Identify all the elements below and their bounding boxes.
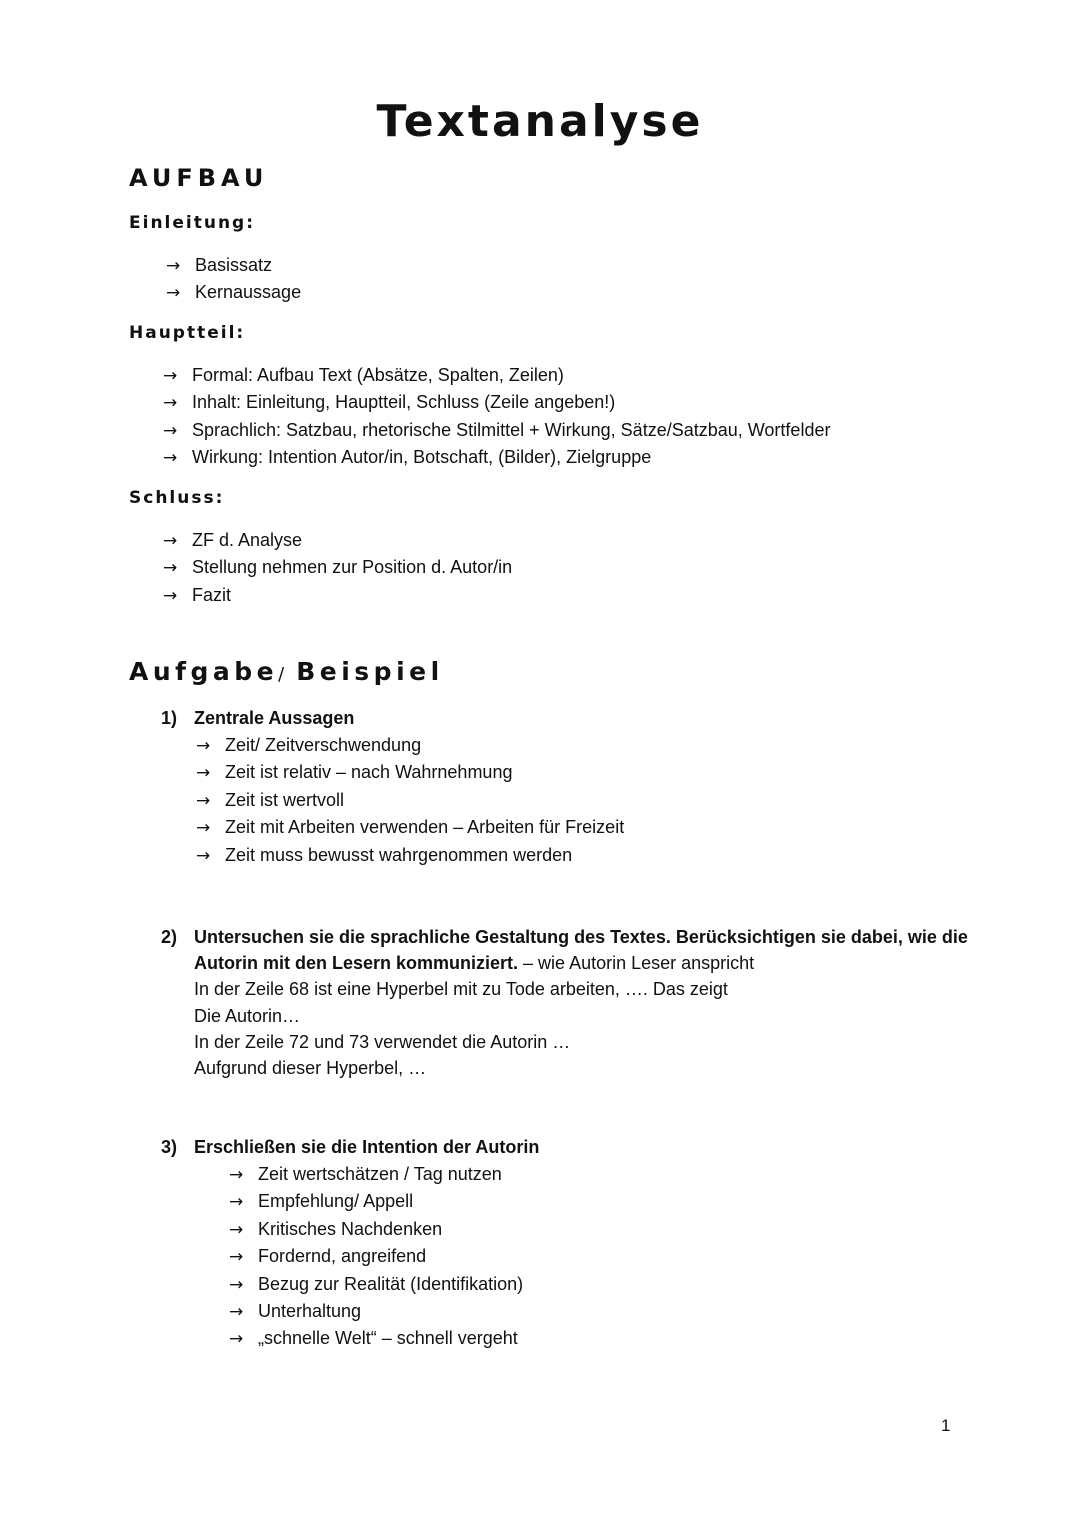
arrow-right-icon: → (163, 448, 178, 469)
list-item: → Fordernd, angreifend (229, 1243, 523, 1270)
arrow-right-icon: → (229, 1247, 244, 1268)
list-item: → Formal: Aufbau Text (Absätze, Spalten, Zeilen) (163, 362, 830, 389)
arrow-right-icon: → (163, 393, 178, 414)
list-item: → Empfehlung/ Appell (229, 1188, 523, 1215)
list-item: → Bezug zur Realität (Identifikation) (229, 1271, 523, 1298)
list-item: → Stellung nehmen zur Position d. Autor/in (163, 554, 512, 581)
arrow-right-icon: → (229, 1274, 244, 1295)
list-item: → Sprachlich: Satzbau, rhetorische Stilmittel + Wirkung, Sätze/Satzbau, Wortfelder (163, 417, 830, 444)
page-title: Textanalyse (376, 96, 704, 147)
list-item: → Zeit mit Arbeiten verwenden – Arbeiten für Freizeit (196, 814, 624, 841)
arrow-right-icon: → (196, 818, 211, 839)
arrow-right-icon: → (196, 790, 211, 811)
arrow-right-icon: → (196, 763, 211, 784)
question-note-2: – wie Autorin Leser anspricht (518, 953, 755, 974)
list-hauptteil (163, 362, 830, 472)
subheading-einleitung: Einleitung: (129, 213, 256, 233)
question-title-1: Zentrale Aussagen (194, 708, 355, 728)
list-item: → ZF d. Analyse (163, 527, 512, 554)
arrow-right-icon: → (163, 420, 178, 441)
arrow-right-icon: → (229, 1329, 244, 1350)
list-item: → Kernaussage (166, 279, 301, 306)
subheading-hauptteil: Hauptteil: (129, 323, 246, 343)
list-einleitung (166, 252, 301, 307)
list-item: → Wirkung: Intention Autor/in, Botschaft, (Bilder), Zielgruppe (163, 444, 830, 471)
heading-separator: / (278, 664, 287, 685)
page-number: 1 (941, 1416, 951, 1435)
arrow-right-icon: → (196, 845, 211, 866)
text-line: In der Zeile 68 ist eine Hyperbel mit zu Tode arbeiten, …. Das zeigt (194, 979, 728, 1000)
arrow-right-icon: → (166, 256, 181, 276)
list-item: → Kritisches Nachdenken (229, 1216, 523, 1243)
question-block-2 (194, 924, 968, 1081)
arrow-right-icon: → (229, 1219, 244, 1240)
list-item: → Zeit ist relativ – nach Wahrnehmung (196, 759, 624, 786)
section-heading-aufgabe: Aufgabe/ Beispiel (129, 657, 444, 686)
arrow-right-icon: → (196, 736, 211, 756)
list-item: → Zeit muss bewusst wahrgenommen werden (196, 842, 624, 869)
list-item: → Inhalt: Einleitung, Hauptteil, Schluss (Zeile angeben!) (163, 389, 830, 416)
question-number-2: 2) (161, 927, 178, 947)
subheading-schluss: Schluss: (129, 488, 225, 508)
list-intention (229, 1161, 523, 1353)
arrow-right-icon: → (163, 366, 178, 386)
list-item: → Zeit/ Zeitverschwendung (196, 732, 624, 759)
arrow-right-icon: → (229, 1301, 244, 1322)
arrow-right-icon: → (163, 558, 178, 579)
list-item: → „schnelle Welt“ – schnell vergeht (229, 1325, 523, 1352)
list-item: → Zeit wertschätzen / Tag nutzen (229, 1161, 523, 1188)
section-heading-aufbau: AUFBAU (129, 164, 269, 192)
text-line: Aufgrund dieser Hyperbel, … (194, 1058, 427, 1079)
arrow-right-icon: → (163, 531, 178, 551)
text-line: In der Zeile 72 und 73 verwendet die Autorin … (194, 1031, 571, 1052)
question-title-2-line1: Untersuchen sie die sprachliche Gestaltung des Textes. Berücksichtigen sie dabei, wie die (194, 927, 968, 947)
question-title-2-line2: Autorin mit den Lesern kommuniziert. – wie Autorin Leser anspricht (194, 953, 755, 974)
list-item: → Unterhaltung (229, 1298, 523, 1325)
list-item: → Fazit (163, 582, 512, 609)
arrow-right-icon: → (163, 585, 178, 606)
arrow-right-icon: → (229, 1192, 244, 1213)
question-number-1: 1) (161, 708, 178, 728)
text-line: Die Autorin… (194, 1005, 301, 1026)
question-title-3: Erschließen sie die Intention der Autorin (194, 1137, 540, 1157)
arrow-right-icon: → (229, 1165, 244, 1185)
list-schluss (163, 527, 512, 609)
arrow-right-icon: → (166, 283, 181, 304)
list-item: → Zeit ist wertvoll (196, 787, 624, 814)
list-zentrale-aussagen (196, 732, 624, 869)
list-item: → Basissatz (166, 252, 301, 279)
question-number-3: 3) (161, 1137, 178, 1157)
